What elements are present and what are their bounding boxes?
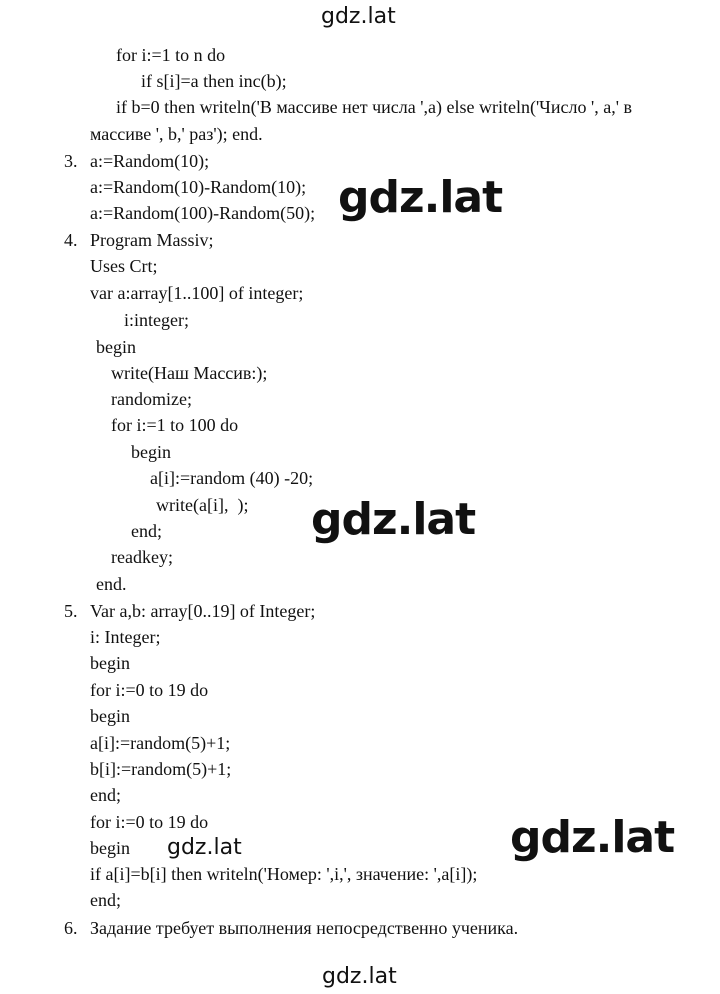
code-line: begin bbox=[90, 653, 130, 673]
code-line: for i:=0 to 19 do bbox=[90, 680, 209, 700]
code-line: i:integer; bbox=[124, 310, 189, 330]
code-line: write(Наш Массив:); bbox=[111, 363, 268, 383]
code-line: if a[i]=b[i] then writeln('Номер: ',i,', значение: ',a[i]); bbox=[90, 864, 478, 884]
code-line: end. bbox=[96, 574, 127, 594]
list-number: 4. bbox=[64, 230, 78, 250]
code-line: a[i]:=random (40) -20; bbox=[150, 468, 314, 488]
code-line: a:=Random(100)-Random(50); bbox=[90, 203, 316, 223]
code-line: Program Massiv; bbox=[90, 230, 214, 250]
text-line: Задание требует выполнения непосредственно ученика. bbox=[90, 918, 519, 938]
code-line: begin bbox=[90, 706, 130, 726]
watermark-top: gdz.lat bbox=[321, 4, 396, 29]
code-line: begin bbox=[131, 442, 171, 462]
code-line: end; bbox=[90, 890, 121, 910]
code-line: for i:=1 to n do bbox=[116, 45, 226, 65]
code-line: var a:array[1..100] of integer; bbox=[90, 283, 304, 303]
code-line: i: Integer; bbox=[90, 627, 161, 647]
code-line: b[i]:=random(5)+1; bbox=[90, 759, 232, 779]
code-line: for i:=1 to 100 do bbox=[111, 415, 239, 435]
code-line: readkey; bbox=[111, 547, 173, 567]
code-line: a:=Random(10); bbox=[90, 151, 210, 171]
code-line: if b=0 then writeln('В массиве нет числа ',a) else writeln('Число ', a,' в bbox=[116, 97, 632, 117]
code-line: if s[i]=a then inc(b); bbox=[141, 71, 287, 91]
watermark-large: gdz.lat bbox=[338, 172, 503, 223]
code-line: Uses Crt; bbox=[90, 256, 158, 276]
watermark-large: gdz.lat bbox=[311, 494, 476, 545]
watermark-bottom: gdz.lat bbox=[322, 964, 397, 989]
watermark-small: gdz.lat bbox=[167, 835, 242, 860]
code-line: randomize; bbox=[111, 389, 192, 409]
code-line: Var a,b: array[0..19] of Integer; bbox=[90, 601, 316, 621]
code-line: begin bbox=[90, 838, 130, 858]
code-line: begin bbox=[96, 337, 136, 357]
code-line: a[i]:=random(5)+1; bbox=[90, 733, 231, 753]
code-line: массиве ', b,' раз'); end. bbox=[90, 124, 263, 144]
code-line: a:=Random(10)-Random(10); bbox=[90, 177, 307, 197]
list-number: 5. bbox=[64, 601, 78, 621]
code-line: for i:=0 to 19 do bbox=[90, 812, 209, 832]
list-number: 3. bbox=[64, 151, 78, 171]
code-line: end; bbox=[131, 521, 162, 541]
code-line: end; bbox=[90, 785, 121, 805]
code-line: write(a[i], ); bbox=[156, 495, 249, 515]
watermark-large: gdz.lat bbox=[510, 812, 675, 863]
list-number: 6. bbox=[64, 918, 78, 938]
